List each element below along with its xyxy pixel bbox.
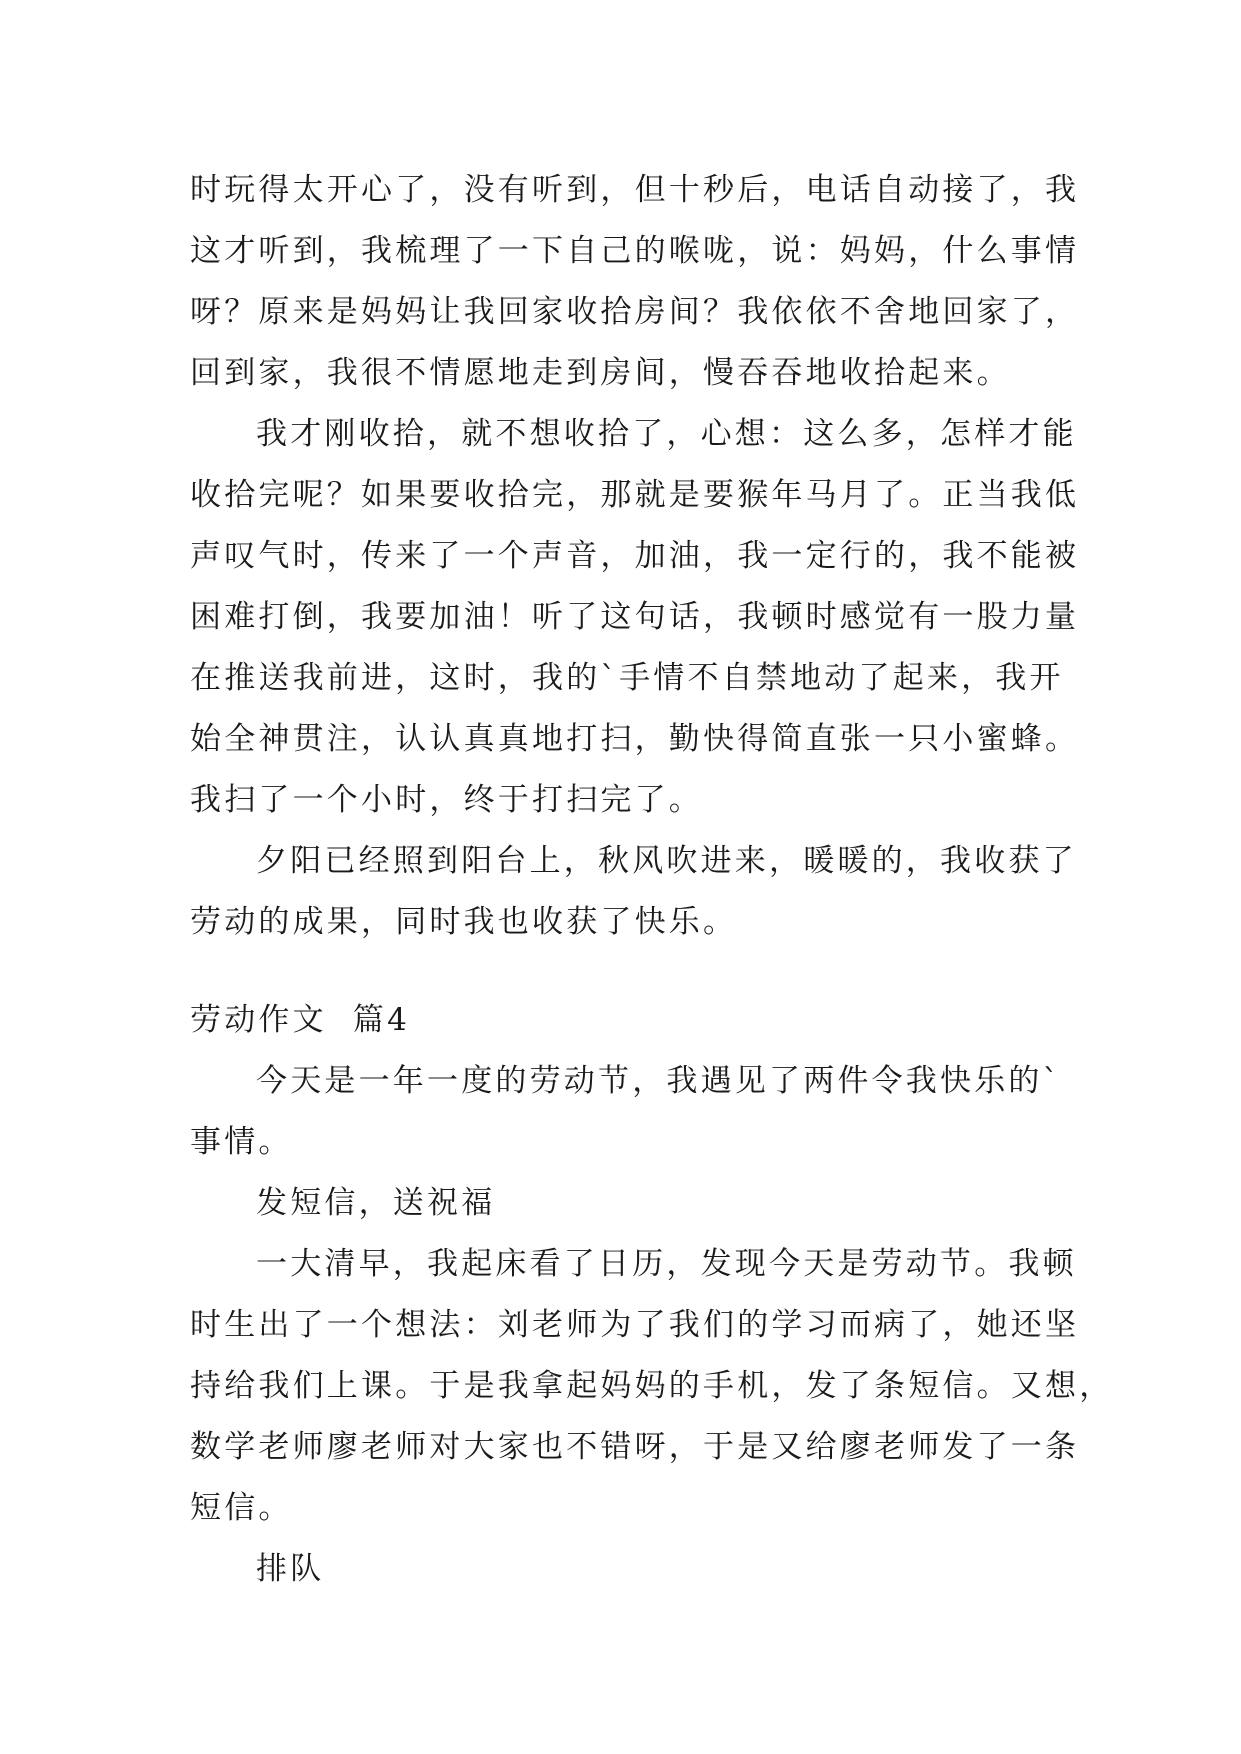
text-line: 始全神贯注，认认真真地打扫，勤快得简直张一只小蜜蜂。	[190, 721, 1080, 757]
text-line: 发短信，送祝福	[256, 1185, 496, 1221]
text-line: 声叹气时，传来了一个声音，加油，我一定行的，我不能被	[190, 538, 1080, 574]
text-line: 今天是一年一度的劳动节，我遇见了两件令我快乐的`	[256, 1063, 1062, 1099]
text-line: 困难打倒，我要加油！听了这句话，我顿时感觉有一股力量	[190, 599, 1080, 635]
text-line: 在推送我前进，这时，我的`手情不自禁地动了起来，我开	[190, 660, 1064, 696]
text-line: 时玩得太开心了，没有听到，但十秒后，电话自动接了，我	[190, 172, 1080, 208]
text-line: 一大清早，我起床看了日历，发现今天是劳动节。我顿	[256, 1246, 1077, 1282]
text-line: 排队	[256, 1551, 325, 1587]
text-line: 回到家，我很不情愿地走到房间，慢吞吞地收拾起来。	[190, 355, 1011, 391]
paragraph	[190, 160, 1080, 404]
paragraph	[190, 404, 1080, 831]
section-spacer	[190, 953, 1070, 990]
subheading	[190, 1539, 1070, 1600]
document-body	[190, 160, 1114, 1600]
text-line: 时生出了一个想法：刘老师为了我们的学习而病了，她还坚	[190, 1307, 1080, 1343]
text-line: 数学老师廖老师对大家也不错呀，于是又给廖老师发了一条	[190, 1429, 1080, 1465]
text-line: 短信。	[190, 1490, 293, 1526]
subheading	[190, 1173, 1070, 1234]
paragraph	[190, 1051, 1070, 1173]
paragraph	[190, 831, 1077, 953]
text-line: 我扫了一个小时，终于打扫完了。	[190, 782, 703, 818]
text-line: 事情。	[190, 1124, 293, 1160]
section-heading: 劳动作文 篇4	[190, 1002, 411, 1038]
text-line: 持给我们上课。于是我拿起妈妈的手机，发了条短信。又想，	[190, 1368, 1114, 1404]
text-line: 这才听到，我梳理了一下自己的喉咙，说：妈妈，什么事情	[190, 233, 1080, 269]
text-line: 劳动的成果，同时我也收获了快乐。	[190, 904, 738, 940]
text-line: 我才刚收拾，就不想收拾了，心想：这么多，怎样才能	[256, 416, 1077, 452]
text-line: 收拾完呢？如果要收拾完，那就是要猴年马月了。正当我低	[190, 477, 1080, 513]
text-line: 呀？原来是妈妈让我回家收拾房间？我依依不舍地回家了，	[190, 294, 1080, 330]
paragraph	[190, 1234, 1114, 1539]
text-line: 夕阳已经照到阳台上，秋风吹进来，暖暖的，我收获了	[256, 843, 1077, 879]
